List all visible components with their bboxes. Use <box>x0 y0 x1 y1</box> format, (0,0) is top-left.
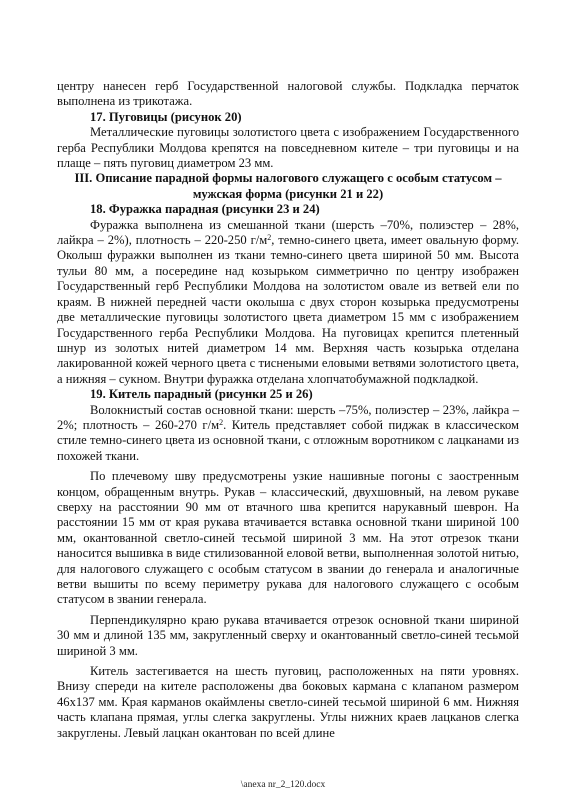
section-heading-parade-uniform: III. Описание парадной формы налогового служащего с особым статусом – мужская форма (рисунки 21 и 22) <box>74 171 502 201</box>
paragraph-jacket-insert: Перпендикулярно краю рукава втачивается отрезок основной ткани шириной 30 мм и длиной 135 мм, закругленный сверху и окантованный светло-синей тесьмой шириной 3 мм. <box>57 612 519 658</box>
paragraph-jacket-fabric <box>57 403 519 465</box>
paragraph-jacket-buttons: Китель застегивается на шесть пуговиц, расположенных на пяти уровнях. Внизу спереди на кителе расположены два боковых кармана с клапаном размером 46х137 мм. Края карманов окаймлены светло-синей тесьмой шириной 6 мм. Нижняя часть клапана прямая, углы слегка закруглены. Углы нижних краев лацканов слегка закруглены. Левый лацкан окантован по всей длине <box>57 664 519 740</box>
paragraph-gloves-continued: центру нанесен герб Государственной налоговой службы. Подкладка перчаток выполнена из трикотажа. <box>57 79 519 109</box>
paragraph-jacket-fabric-text-a: Волокнистый состав основной ткани: шерсть –75%, полиэстер – 23%, лайкра – 2%; плотность – 260-270 г/м <box>57 402 519 432</box>
heading-parade-jacket: 19. Китель парадный (рисунки 25 и 26) <box>90 387 313 402</box>
paragraph-jacket-fabric-text-b: . Китель представляет собой пиджак в классическом стиле темно-синего цвета из основной ткани, с отложным воротником с лацканами из похожей ткани. <box>57 417 519 463</box>
heading-buttons: 17. Пуговицы (рисунок 20) <box>90 109 242 124</box>
footer-filename: \anexa nr_2_120.docx <box>240 780 326 790</box>
superscript: 2 <box>267 233 272 243</box>
paragraph-parade-cap-text-a: Фуражка выполнена из смешанной ткани (шерсть –70%, полиэстер – 28%, лайкра – 2%), плотность – 220-250 г/м <box>57 217 519 248</box>
paragraph-parade-cap <box>57 218 519 387</box>
paragraph-jacket-sleeves: По плечевому шву предусмотрены узкие нашивные погоны с заостренным концом, обращенным внутрь. Рукав – классический, двухшовный, на левом рукаве сверху на расстоянии 90 мм от втачного шва крепится нарукавный шеврон. На расстоянии 15 мм от края рукава втачивается вставка основной ткани шириной 100 мм, окантованной светло-синей тесьмой шириной 3 мм. На этот отрезок ткани наносится вышивка в виде стилизованной еловой ветви, выполненная золотой нитью, для налогового служащего с особым статусом в звании до генерала и аналогичные ветви вышиты по всему периметру рукава для налогового служащего с особым статусом в звании генерала. <box>57 469 519 607</box>
paragraph-buttons: Металлические пуговицы золотистого цвета с изображением Государственного герба Республики Молдова крепятся на повседневном кителе – три пуговицы и на плаще – пять пуговиц диаметром 23 мм. <box>57 125 519 171</box>
paragraph-parade-cap-text-b: , темно-синего цвета, имеет овальную форму. Околыш фуражки выполнен из ткани темно-синего цвета шириной 50 мм. Высота тульи 80 мм, а посередине над козырьком симметрично по центру изображен Государственный герб Республики Молдова на золотистом овале из ветвей ели по краям. В нижней передней части околыша с двух сторон козырька предусмотрены две металлические пуговицы золотистого цвета диаметром 15 мм с изображением Государственного герба Республики Молдова. На пуговицах крепится плетенный шнур из золотых нитей диаметром 14 мм. Верхняя часть козырька отделана лакированной кожей черного цвета с тиснеными еловыми ветвями золотистого цвета, а нижняя – сукном. Внутри фуражка отделана хлопчатобумажной подкладкой. <box>57 233 519 386</box>
heading-parade-cap: 18. Фуражка парадная (рисунки 23 и 24) <box>90 202 320 217</box>
superscript: 2 <box>219 417 224 427</box>
document-body <box>57 79 519 741</box>
